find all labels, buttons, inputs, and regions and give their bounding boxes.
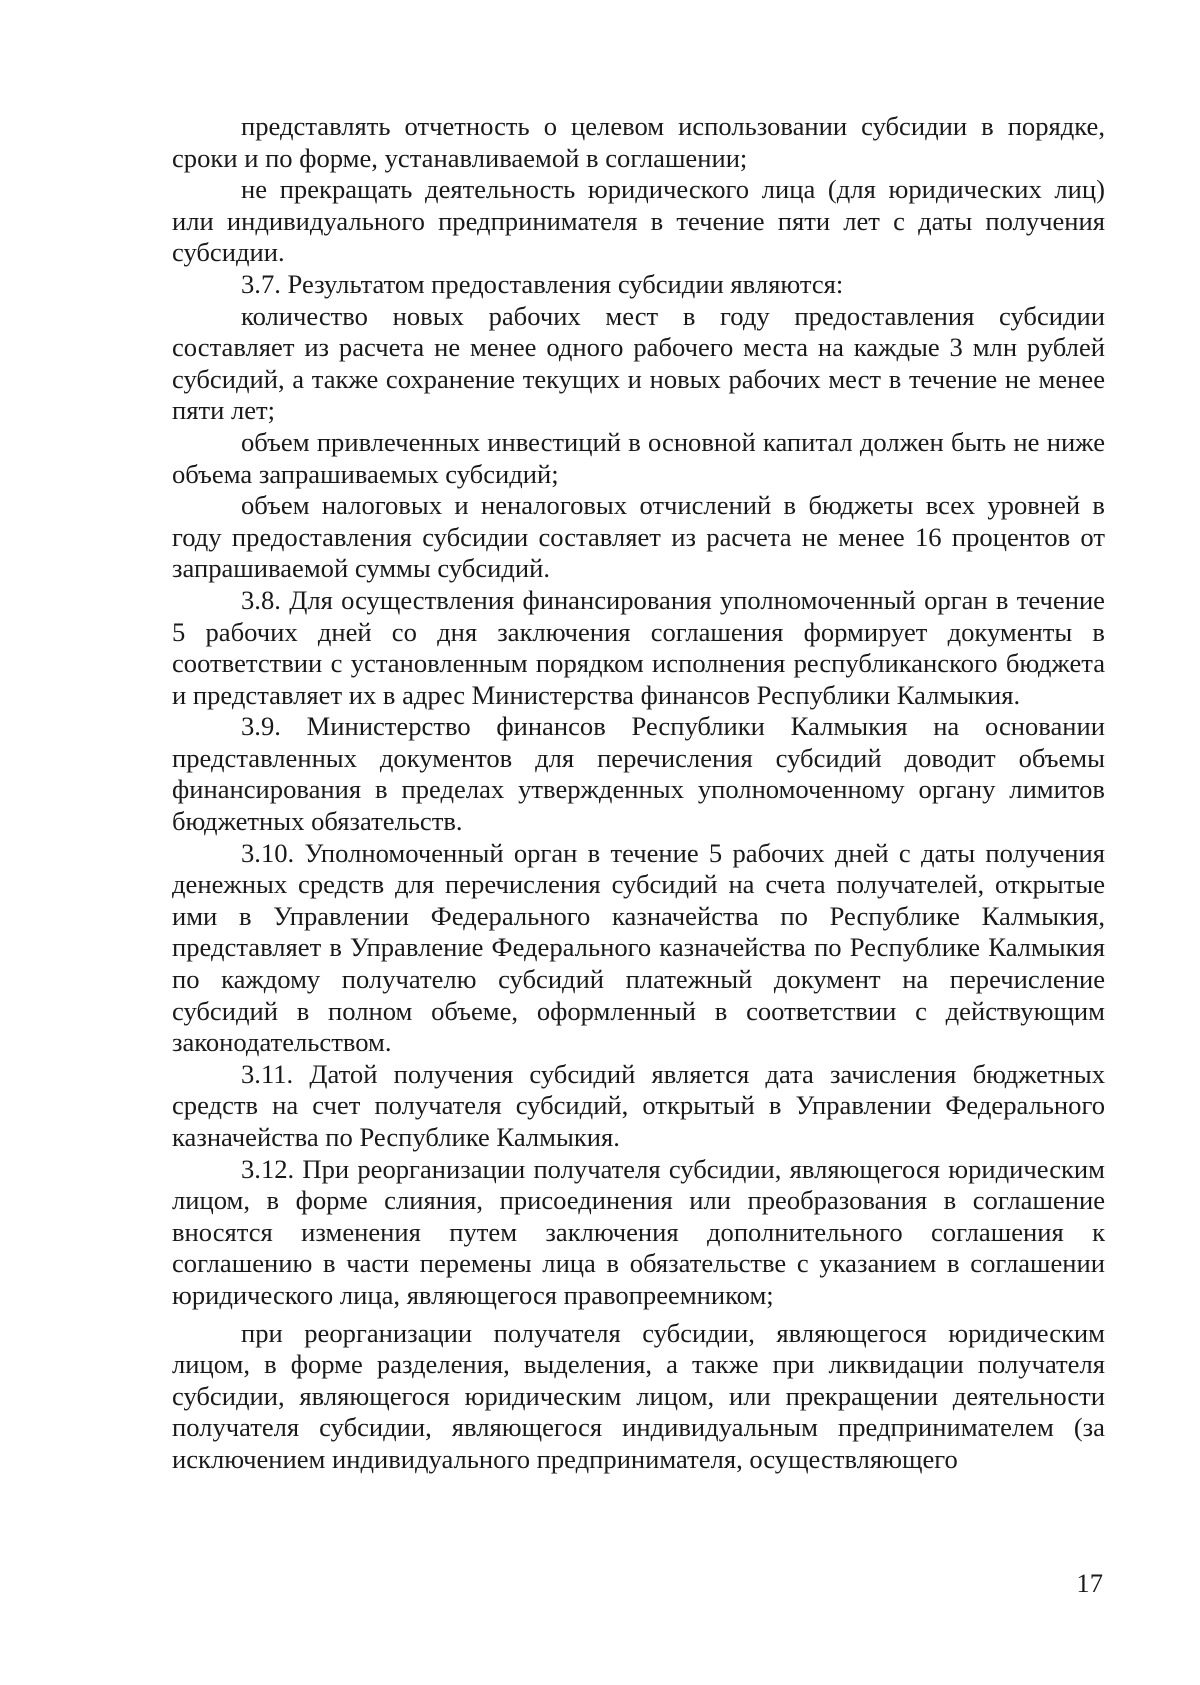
page-number: 17: [1076, 1568, 1103, 1598]
paragraph: 3.9. Министерство финансов Республики Калмыкия на основании представленных документов для перечисления субсидий доводит объемы финансирования в пределах утвержденных уполномоченному органу лимитов бюджетных обязательств.: [172, 711, 1105, 837]
paragraph: количество новых рабочих мест в году предоставления субсидии составляет из расчета не менее одного рабочего места на каждые 3 млн рублей субсидий, а также сохранение текущих и новых рабочих мест в течение не менее пяти лет;: [172, 300, 1105, 426]
paragraph: представлять отчетность о целевом использовании субсидии в порядке, сроки и по форме, устанавливаемой в соглашении;: [172, 111, 1105, 173]
paragraph: объем налоговых и неналоговых отчислений в бюджеты всех уровней в году предоставления субсидии составляет из расчета не менее 16 процентов от запрашиваемой суммы субсидий.: [172, 490, 1105, 584]
document-body: [172, 111, 1105, 1476]
paragraph: 3.7. Результатом предоставления субсидии являются:: [241, 268, 844, 299]
paragraph: 3.11. Датой получения субсидий является дата зачисления бюджетных средств на счет получателя субсидий, открытый в Управлении Федерального казначейства по Республике Калмыкия.: [172, 1058, 1105, 1152]
paragraph: 3.10. Уполномоченный орган в течение 5 рабочих дней с даты получения денежных средств для перечисления субсидий на счета получателей, открытые ими в Управлении Федерального казначейства по Республике Калмыкия, представляет в Управление Федерального казначейства по Республике Калмыкия по каждому получателю субсидий платежный документ на перечисление субсидий в полном объеме, оформленный в соответствии с действующим законодательством.: [172, 837, 1105, 1058]
paragraph: объем привлеченных инвестиций в основной капитал должен быть не ниже объема запрашиваемых субсидий;: [172, 426, 1105, 489]
paragraph: не прекращать деятельность юридического лица (для юридических лиц) или индивидуального предпринимателя в течение пяти лет с даты получения субсидии.: [172, 174, 1105, 268]
paragraph: 3.8. Для осуществления финансирования уполномоченный орган в течение 5 рабочих дней со дня заключения соглашения формирует документы в соответствии с установленным порядком исполнения республиканского бюджета и представляет их в адрес Министерства финансов Республики Калмыкия.: [172, 584, 1105, 710]
paragraph: 3.12. При реорганизации получателя субсидии, являющегося юридическим лицом, в форме слияния, присоединения или преобразования в соглашение вносятся изменения путем заключения дополнительного соглашения к соглашению в части перемены лица в обязательстве с указанием в соглашении юридического лица, являющегося правопреемником;: [172, 1153, 1105, 1310]
paragraph: при реорганизации получателя субсидии, являющегося юридическим лицом, в форме разделения, выделения, а также при ликвидации получателя субсидии, являющегося юридическим лицом, или прекращении деятельности получателя субсидии, являющегося индивидуальным предпринимателем (за исключением индивидуального предпринимателя, осуществляющего: [172, 1317, 1105, 1474]
